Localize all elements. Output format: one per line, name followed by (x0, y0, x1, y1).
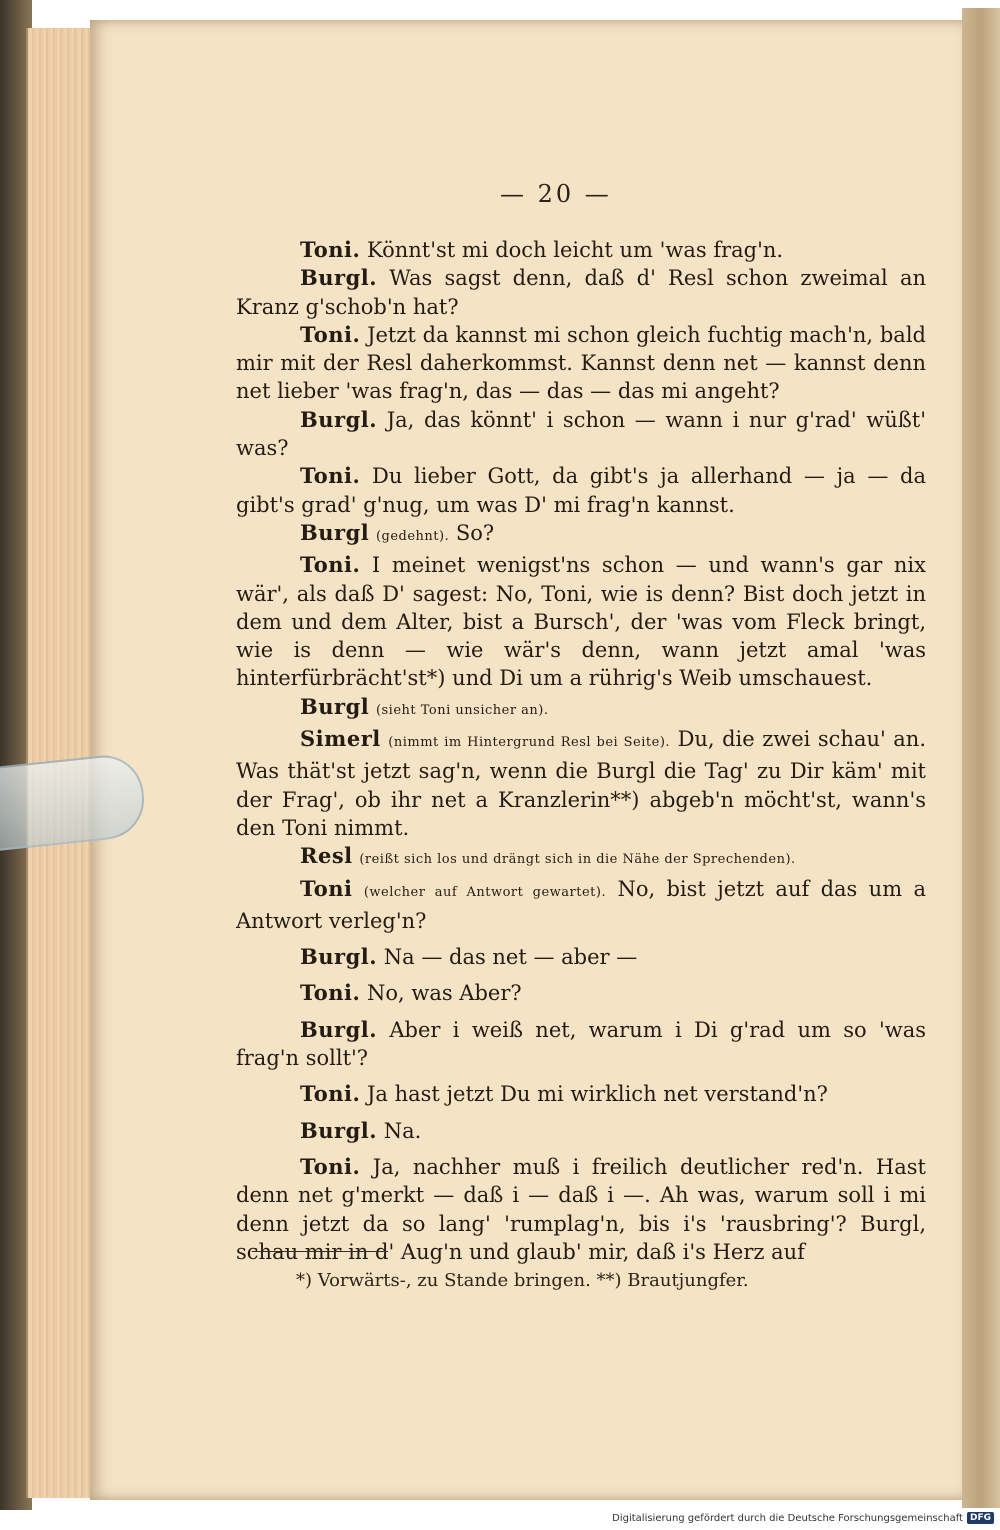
speaker-name: Toni (300, 875, 353, 901)
line-text: Ja, das könnt' i schon — wann i nur g'rad' wüßt' was? (236, 407, 926, 461)
speaker-name: Toni. (300, 980, 361, 1006)
line-text: I meinet wenigst'ns schon — und wann's gar nix wär', als daß D' sagest: No, Toni, wie is denn? Bist doch jetzt in dem und dem Alter, bist a Bursch', der 'was vom Fleck bringt, wie is denn — wie wär's denn, wann jetzt amal 'was hinterfürbrächt'st*) und Di um a rührig's Weib umschauest. (236, 553, 926, 691)
dialogue-line (236, 1117, 926, 1145)
stage-direction: (reißt sich los und drängt sich in die Nähe der Sprechenden). (359, 852, 796, 868)
line-text: Ja, nachher muß i freilich deutlicher red'n. Hast denn net g'merkt — daß i — daß i —. Ah was, warum soll i mi denn jetzt da so lang' 'rumplag'n, bis i's 'rausbring'? Burgl, schau mir in d' Aug'n und glaub' mir, daß i's Herz auf (236, 1154, 926, 1264)
stage-direction: (gedehnt). (375, 528, 450, 544)
speaker-name: Burgl (300, 519, 370, 545)
speaker-name: Toni. (300, 1153, 361, 1179)
book-gutter (962, 8, 1000, 1508)
dialogue-line (236, 693, 926, 725)
dialogue-line (236, 406, 926, 463)
speaker-name: Burgl. (300, 1016, 378, 1042)
line-text: Was sagst denn, daß d' Resl schon zweimal an Kranz g'schob'n hat? (236, 266, 926, 319)
page-number: — 20 — (500, 180, 612, 208)
line-text: Jetzt da kannst mi schon gleich fuchtig mach'n, bald mir mit der Resl daherkommst. Kannst denn net — kannst denn net lieber 'was frag'n, das — das — das mi angeht? (236, 322, 926, 404)
speaker-name: Burgl. (300, 1117, 378, 1143)
dialogue-line (236, 462, 926, 519)
dialogue-line (236, 264, 926, 321)
speaker-name: Toni. (300, 237, 361, 262)
line-text: Du lieber Gott, da gibt's ja allerhand — ja — da gibt's grad' g'nug, um was D' mi frag'n kannst. (236, 464, 926, 517)
digitization-footer (612, 1510, 994, 1526)
footnote: *) Vorwärts-, zu Stande bringen. **) Brautjungfer. (296, 1270, 749, 1291)
footnote-rule (252, 1251, 388, 1252)
dialogue-line (236, 943, 926, 971)
speaker-name: Burgl. (300, 406, 378, 432)
line-text: No, was Aber? (366, 981, 522, 1006)
speaker-name: Toni. (300, 463, 361, 489)
line-text: Aber i weiß net, warum i Di g'rad um so 'was frag'n sollt'? (236, 1017, 926, 1071)
dialogue-line (236, 1153, 926, 1266)
line-text: So? (455, 520, 495, 545)
speaker-name: Toni. (300, 1081, 361, 1107)
dfg-logo: DFG (967, 1512, 994, 1524)
speaker-name: Toni. (300, 321, 361, 347)
speaker-name: Burgl. (300, 944, 378, 970)
speaker-name: Simerl (300, 726, 381, 752)
dialogue-line (236, 1080, 926, 1108)
dialogue-line (236, 551, 926, 692)
line-text: No, bist jetzt auf das um a Antwort verleg'n? (236, 876, 926, 933)
stage-direction: (nimmt im Hintergrund Resl bei Seite). (388, 735, 671, 751)
speaker-name: Toni. (300, 552, 361, 578)
dialogue-line (236, 321, 926, 406)
dialogue-line (236, 1016, 926, 1073)
footer-credit: Digitalisierung gefördert durch die Deutsche Forschungsgemeinschaft (612, 1512, 963, 1524)
line-text: Na — das net — aber — (383, 945, 638, 970)
speaker-name: Burgl. (300, 265, 378, 291)
speaker-name: Burgl (300, 693, 370, 719)
dialogue-line (236, 725, 926, 842)
stage-direction: (sieht Toni unsicher an). (375, 702, 549, 718)
speaker-name: Resl (300, 843, 353, 869)
stage-direction: (welcher auf Antwort gewartet). (363, 884, 607, 900)
line-text: Könnt'st mi doch leicht um 'was frag'n. (366, 238, 784, 262)
dialogue-line (236, 519, 926, 551)
dialogue-line (236, 236, 926, 264)
dialogue-text (236, 236, 926, 1266)
dialogue-line (236, 979, 926, 1007)
line-text: Ja hast jetzt Du mi wirklich net verstand'n? (366, 1082, 828, 1107)
line-text: Na. (383, 1118, 422, 1143)
dialogue-line (236, 842, 926, 874)
line-text: Du, die zwei schau' an. Was thät'st jetzt sag'n, wenn die Burgl die Tag' zu Dir käm' mit der Frag', ob ihr net a Kranzlerin**) abgeb'n möcht'st, wann's den Toni nimmt. (236, 727, 927, 840)
dialogue-line (236, 875, 926, 936)
